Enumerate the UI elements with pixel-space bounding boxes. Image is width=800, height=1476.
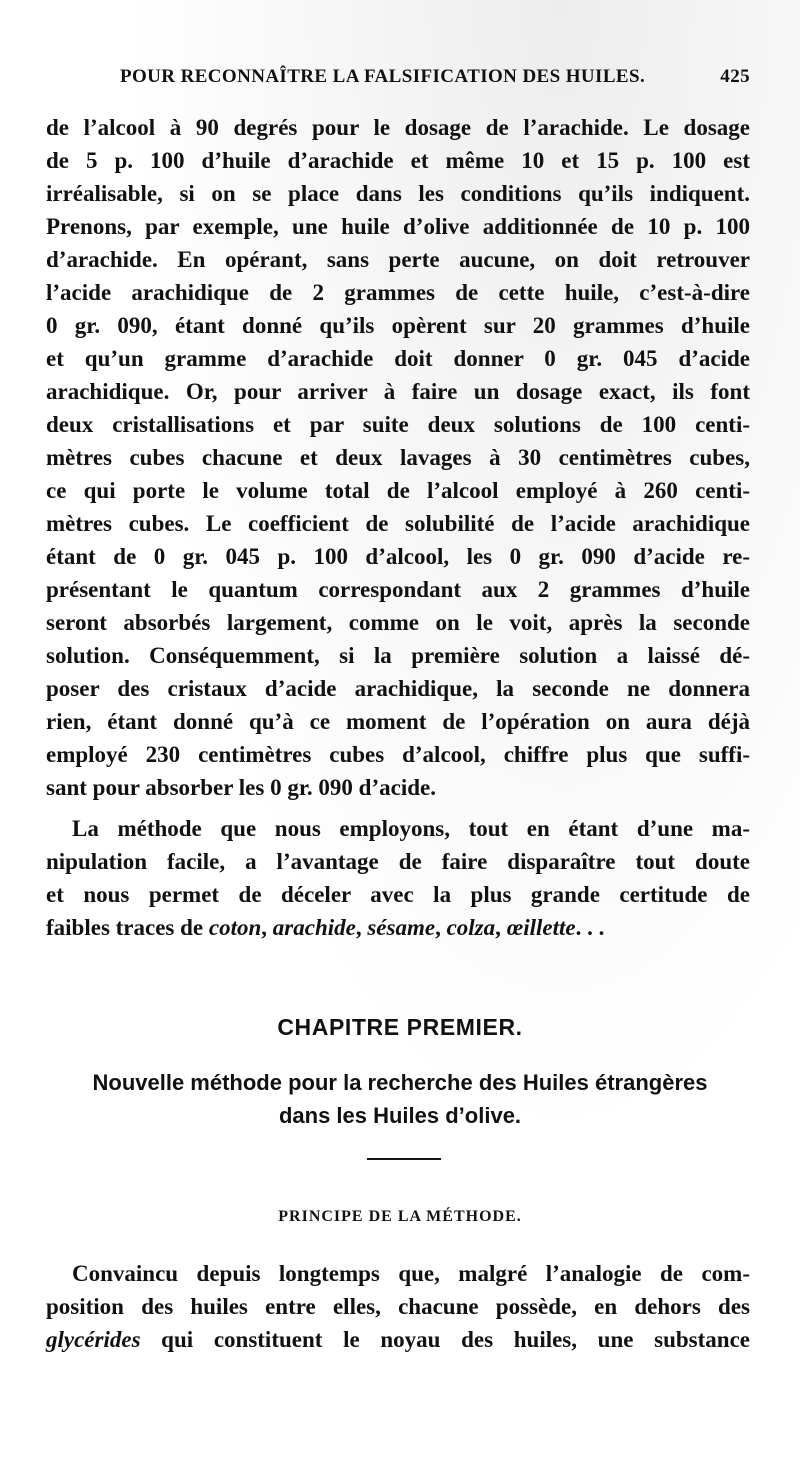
body-line: solution. Conséquemment, si la première solution a laissé dé- [46, 643, 750, 668]
body-line: deux cristallisations et par suite deux solutions de 100 centi- [46, 412, 750, 437]
body-line: ce qui porte le volume total de l’alcool employé à 260 centi- [46, 478, 750, 503]
line-prefix: faibles traces de [46, 915, 209, 940]
body-line: Prenons, par exemple, une huile d’olive additionnée de 10 p. 100 [46, 214, 750, 239]
body-line: seront absorbés largement, comme on le voit, après la seconde [46, 610, 750, 635]
running-head-title: POUR RECONNAÎTRE LA FALSIFICATION DES HUILES. [120, 66, 646, 87]
body-line: et nous permet de déceler avec la plus grande certitude de [46, 882, 750, 907]
page-number: 425 [720, 66, 750, 87]
running-head [120, 66, 750, 94]
body-line-italic-start [46, 1325, 750, 1355]
body-line: sant pour absorber les 0 gr. 090 d’acide. [46, 775, 436, 800]
body-line: irréalisable, si on se place dans les conditions qu’ils indiquent. [46, 181, 750, 206]
italic-word: colza [446, 915, 496, 940]
body-line: Convaincu depuis longtemps que, malgré l’analogie de com- [72, 1261, 750, 1286]
ellipsis: . . . [575, 915, 605, 940]
chapter-subtitle: dans les Huiles d’olive. [278, 1103, 522, 1128]
body-line: présentant le quantum correspondant aux 2 grammes d’huile [46, 577, 750, 602]
body-line: poser des cristaux d’acide arachidique, la seconde ne donnera [46, 676, 750, 701]
body-line: nipulation facile, a l’avantage de faire disparaître tout doute [46, 849, 750, 874]
chapter-subtitle: Nouvelle méthode pour la recherche des Huiles étrangères [92, 1070, 708, 1095]
italic-word: sésame [367, 915, 436, 940]
body-line: d’arachide. En opérant, sans perte aucune, on doit retrouver [46, 247, 750, 272]
body-line: La méthode que nous employons, tout en étant d’une ma- [72, 816, 750, 841]
body-line: étant de 0 gr. 045 p. 100 d’alcool, les 0 gr. 090 d’acide re- [46, 544, 750, 569]
body-line: mètres cubes. Le coefficient de solubilité de l’acide arachidique [46, 511, 750, 536]
separator: , [261, 915, 273, 940]
body-line: rien, étant donné qu’à ce moment de l’opération on aura déjà [46, 709, 750, 734]
separator: , [355, 915, 368, 940]
body-line: de 5 p. 100 d’huile d’arachide et même 10 et 15 p. 100 est [46, 148, 750, 173]
separator: , [435, 915, 447, 940]
separator: , [495, 915, 507, 940]
body-line-italic-list [46, 913, 750, 943]
body-line: employé 230 centimètres cubes d’alcool, chiffre plus que suffi- [46, 742, 750, 767]
body-line: position des huiles entre elles, chacune possède, en dehors des [46, 1294, 750, 1319]
body-line: arachidique. Or, pour arriver à faire un dosage exact, ils font [46, 379, 750, 404]
section-heading: PRINCIPE DE LA MÉTHODE. [278, 1208, 522, 1225]
body-line: et qu’un gramme d’arachide doit donner 0 gr. 045 d’acide [46, 346, 750, 371]
body-line: de l’alcool à 90 degrés pour le dosage de l’arachide. Le dosage [46, 115, 750, 140]
line-rest: qui constituent le noyau des huiles, une substance [140, 1327, 750, 1352]
chapter-title: CHAPITRE PREMIER. [277, 1014, 523, 1040]
italic-word: glycérides [46, 1327, 141, 1352]
body-line: l’acide arachidique de 2 grammes de cette huile, c’est-à-dire [46, 280, 750, 305]
italic-word: arachide [272, 915, 356, 940]
italic-word: coton [208, 915, 262, 940]
italic-word: œillette [506, 915, 576, 940]
body-line: mètres cubes chacune et deux lavages à 30 centimètres cubes, [46, 445, 750, 470]
divider-rule [367, 1158, 441, 1160]
body-line: 0 gr. 090, étant donné qu’ils opèrent sur 20 grammes d’huile [46, 313, 750, 338]
